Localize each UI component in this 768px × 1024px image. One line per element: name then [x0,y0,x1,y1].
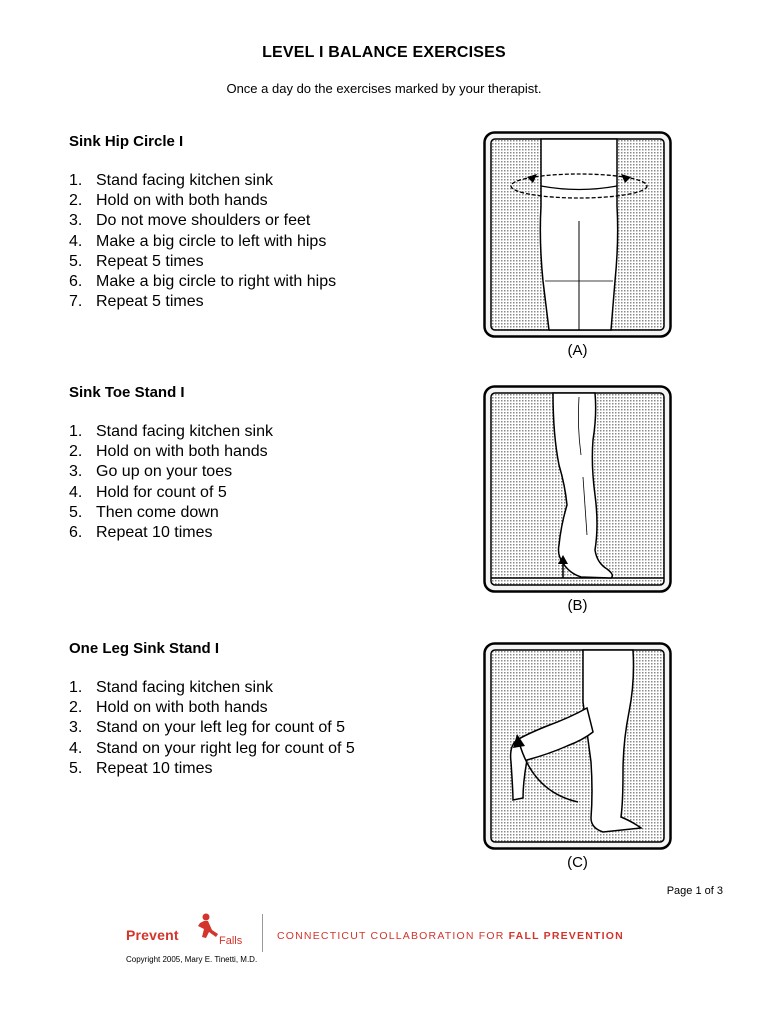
list-item: 1. Stand facing kitchen sink [69,172,273,189]
list-item: 1. Stand facing kitchen sink [69,423,273,440]
list-item: 6. Make a big circle to right with hips [69,273,337,291]
section-heading: Sink Toe Stand I [69,384,185,401]
logo-prevent-text: Prevent [126,927,179,943]
footer [126,910,646,970]
step-list [69,678,429,779]
step-list [69,422,429,543]
list-item: 6. Repeat 10 times [69,524,213,542]
figure-hip-circle [483,131,672,359]
copyright: Copyright 2005, Mary E. Tinetti, M.D. [126,955,258,964]
divider [262,914,263,952]
list-item: 5. Then come down [69,503,219,521]
list-item: 3. Do not move shoulders or feet [69,212,311,230]
figure-caption: (A) [567,342,588,359]
falling-person-icon [192,912,220,940]
document-subtitle: Once a day do the exercises marked by your therapist. [226,81,542,96]
section-heading: Sink Hip Circle I [69,133,184,150]
page-number: Page 1 of 3 [666,885,723,897]
list-item: 4. Stand on your right leg for count of 5 [69,739,355,757]
figure-one-leg-stand [483,642,672,871]
figure-caption: (C) [567,854,588,871]
list-item: 1. Stand facing kitchen sink [69,679,273,696]
collaboration-text: CONNECTICUT COLLABORATION FOR FALL PREVENTION [277,930,624,942]
document-title: LEVEL I BALANCE EXERCISES [262,44,506,61]
list-item: 3. Go up on your toes [69,463,233,481]
hip-circle-illustration [483,131,672,338]
figure-caption: (B) [567,597,588,614]
one-leg-stand-illustration [483,642,672,850]
section-one-leg-sink-stand [69,640,429,779]
list-item: 3. Stand on your left leg for count of 5 [69,719,346,737]
list-item: 7. Repeat 5 times [69,293,204,311]
section-sink-toe-stand [69,384,429,543]
toe-stand-illustration [483,385,672,593]
section-heading: One Leg Sink Stand I [69,640,220,657]
logo-falls-text: Falls [219,935,243,947]
section-sink-hip-circle [69,133,429,312]
list-item: 5. Repeat 5 times [69,252,204,270]
list-item: 4. Make a big circle to left with hips [69,232,327,250]
figure-toe-stand [483,385,672,614]
list-item: 2. Hold on with both hands [69,192,268,210]
list-item: 4. Hold for count of 5 [69,483,227,501]
list-item: 2. Hold on with both hands [69,699,268,717]
list-item: 5. Repeat 10 times [69,759,213,777]
step-list [69,171,429,312]
list-item: 2. Hold on with both hands [69,443,268,461]
